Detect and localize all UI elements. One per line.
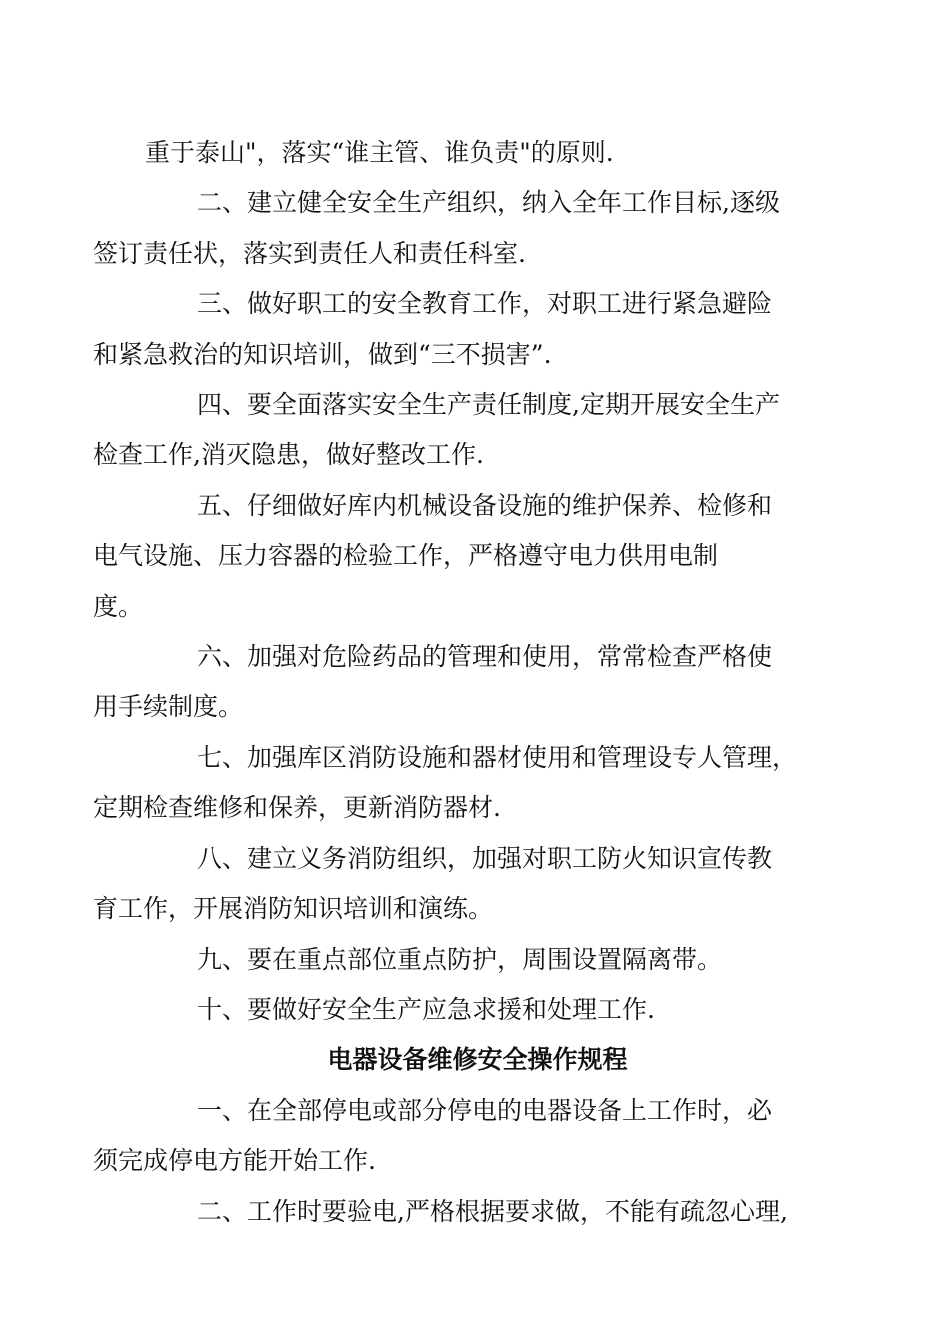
text-line: 和紧急救治的知识培训，做到“三不损害”. bbox=[93, 339, 552, 369]
text-line: 电气设施、压力容器的检验工作，严格遵守电力供用电制 bbox=[93, 541, 719, 571]
text-line: 育工作，开展消防知识培训和演练。 bbox=[93, 894, 494, 924]
text-line: 度。 bbox=[93, 591, 144, 621]
section-title: 电器设备维修安全操作规程 bbox=[327, 1045, 628, 1075]
document-body bbox=[93, 128, 810, 1237]
paragraph-8 bbox=[145, 935, 810, 985]
section-paragraph-1 bbox=[145, 1187, 810, 1237]
text-line: 签订责任状，落实到责任人和责任科室. bbox=[93, 238, 526, 268]
text-line: 八、建立义务消防组织，加强对职工防火知识宣传教 bbox=[197, 843, 773, 873]
paragraph-7 bbox=[93, 834, 810, 935]
paragraph-1 bbox=[93, 178, 810, 279]
text-line: 用手续制度。 bbox=[93, 692, 244, 722]
section-paragraph-0 bbox=[93, 1086, 810, 1187]
paragraph-2 bbox=[93, 279, 810, 380]
text-line: 重于泰山"，落实“谁主管、谁负责"的原则. bbox=[145, 138, 614, 167]
paragraph-9 bbox=[145, 985, 810, 1035]
text-line: 二、工作时要验电,严格根据要求做，不能有疏忽心理, bbox=[197, 1196, 788, 1226]
text-line: 二、建立健全安全生产组织，纳入全年工作目标,逐级 bbox=[197, 188, 780, 218]
text-line: 须完成停电方能开始工作. bbox=[93, 1146, 376, 1176]
text-line: 六、加强对危险药品的管理和使用，常常检查严格使 bbox=[197, 642, 773, 672]
text-line: 检查工作,消灭隐患，做好整改工作. bbox=[93, 440, 484, 470]
text-line: 三、做好职工的安全教育工作，对职工进行紧急避险 bbox=[197, 289, 773, 319]
text-line: 四、要全面落实安全生产责任制度,定期开展安全生产 bbox=[197, 390, 780, 420]
text-line: 十、要做好安全生产应急求援和处理工作. bbox=[197, 994, 655, 1024]
paragraph-6 bbox=[93, 733, 810, 834]
text-line: 五、仔细做好库内机械设备设施的维护保养、检修和 bbox=[197, 490, 773, 520]
paragraph-3 bbox=[93, 380, 810, 481]
paragraph-5 bbox=[93, 632, 810, 733]
text-line: 一、在全部停电或部分停电的电器设备上工作时，必 bbox=[197, 1095, 773, 1125]
text-line: 七、加强库区消防设施和器材使用和管理设专人管理， bbox=[197, 742, 798, 772]
text-line: 九、要在重点部位重点防护，周围设置隔离带。 bbox=[197, 944, 723, 974]
paragraph-4 bbox=[93, 481, 810, 632]
text-line: 定期检查维修和保养，更新消防器材. bbox=[93, 793, 501, 823]
paragraph-0 bbox=[145, 128, 810, 178]
